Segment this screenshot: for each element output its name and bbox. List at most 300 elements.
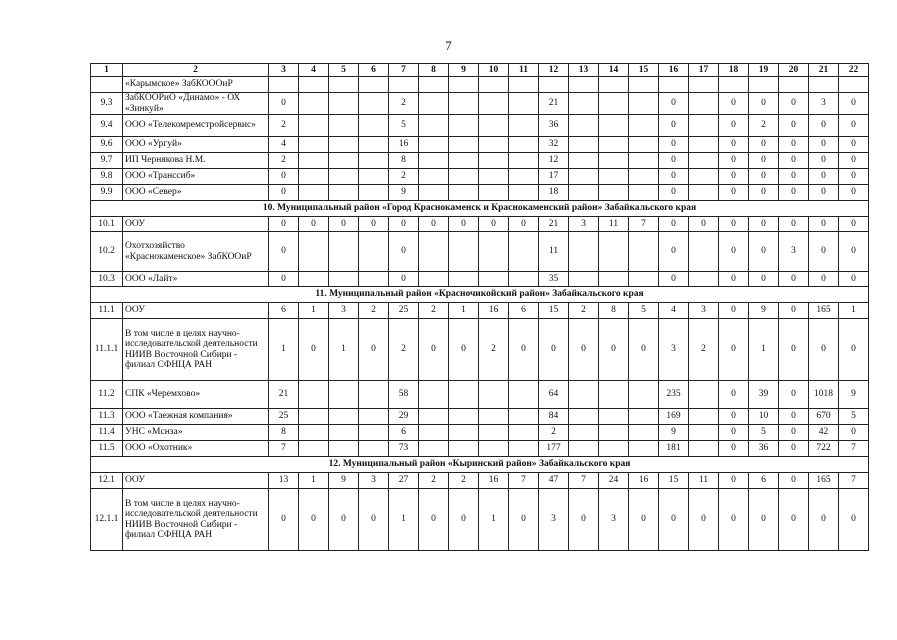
section-header-row [91, 287, 869, 303]
value-cell [329, 77, 359, 93]
value-cell [299, 381, 329, 409]
value-cell: 0 [779, 441, 809, 457]
section-title: 10. Муниципальный район «Город Краснокаменск и Краснокаменский район» Забайкальского края [91, 201, 869, 217]
value-cell [599, 381, 629, 409]
value-cell: 0 [659, 272, 689, 287]
value-cell: 6 [749, 473, 779, 489]
entity-name-cell: ООУ [123, 217, 269, 232]
value-cell: 18 [539, 185, 569, 201]
value-cell: 0 [269, 217, 299, 232]
value-cell [419, 232, 449, 272]
value-cell: 21 [539, 217, 569, 232]
value-cell [479, 381, 509, 409]
entity-name-cell: СПК «Черемхово» [123, 381, 269, 409]
value-cell: 3 [659, 319, 689, 381]
value-cell [359, 381, 389, 409]
column-header: 17 [689, 64, 719, 77]
value-cell: 0 [809, 153, 839, 169]
value-cell: 0 [839, 137, 869, 153]
column-header: 6 [359, 64, 389, 77]
value-cell: 0 [719, 319, 749, 381]
column-header: 1 [91, 64, 123, 77]
value-cell: 0 [779, 93, 809, 115]
value-cell: 0 [269, 93, 299, 115]
value-cell: 2 [569, 303, 599, 319]
row-number-cell [91, 77, 123, 93]
row-number-cell: 9.8 [91, 169, 123, 185]
value-cell: 0 [659, 217, 689, 232]
value-cell: 0 [419, 217, 449, 232]
value-cell [629, 441, 659, 457]
value-cell: 0 [809, 272, 839, 287]
table-row [91, 169, 869, 185]
value-cell [449, 137, 479, 153]
value-cell [689, 137, 719, 153]
value-cell: 0 [839, 232, 869, 272]
entity-name-cell: ООО «Охотник» [123, 441, 269, 457]
value-cell [479, 169, 509, 185]
value-cell: 64 [539, 381, 569, 409]
value-cell: 36 [749, 441, 779, 457]
value-cell: 8 [269, 425, 299, 441]
value-cell [629, 381, 659, 409]
value-cell: 0 [629, 489, 659, 551]
value-cell: 0 [839, 115, 869, 137]
value-cell [359, 425, 389, 441]
value-cell: 47 [539, 473, 569, 489]
value-cell: 2 [419, 303, 449, 319]
value-cell: 0 [719, 93, 749, 115]
value-cell: 0 [269, 232, 299, 272]
value-cell [419, 425, 449, 441]
value-cell: 165 [809, 473, 839, 489]
value-cell: 0 [779, 473, 809, 489]
entity-name-cell: ООО «Север» [123, 185, 269, 201]
value-cell: 42 [809, 425, 839, 441]
value-cell [509, 153, 539, 169]
value-cell: 0 [659, 185, 689, 201]
value-cell [329, 153, 359, 169]
value-cell: 7 [509, 473, 539, 489]
value-cell [599, 232, 629, 272]
row-number-cell: 9.6 [91, 137, 123, 153]
value-cell: 0 [419, 319, 449, 381]
value-cell [689, 93, 719, 115]
value-cell: 21 [269, 381, 299, 409]
value-cell [359, 185, 389, 201]
value-cell: 5 [629, 303, 659, 319]
table-row [91, 153, 869, 169]
column-header: 10 [479, 64, 509, 77]
value-cell: 0 [779, 425, 809, 441]
value-cell: 0 [749, 217, 779, 232]
column-header: 16 [659, 64, 689, 77]
value-cell [689, 153, 719, 169]
value-cell [329, 381, 359, 409]
value-cell: 0 [839, 272, 869, 287]
value-cell: 16 [479, 303, 509, 319]
value-cell: 8 [599, 303, 629, 319]
value-cell [299, 185, 329, 201]
value-cell [689, 441, 719, 457]
value-cell: 7 [269, 441, 299, 457]
value-cell: 0 [779, 272, 809, 287]
table-row [91, 473, 869, 489]
value-cell: 2 [539, 425, 569, 441]
value-cell [449, 381, 479, 409]
value-cell [629, 232, 659, 272]
value-cell [329, 93, 359, 115]
value-cell: 2 [389, 93, 419, 115]
entity-name-cell: Охотхозяйство «Краснокаменское» ЗабКООиР [123, 232, 269, 272]
value-cell: 5 [389, 115, 419, 137]
table-header-row [91, 64, 869, 77]
value-cell: 21 [539, 93, 569, 115]
value-cell [569, 409, 599, 425]
value-cell [629, 425, 659, 441]
value-cell [359, 232, 389, 272]
value-cell: 0 [779, 153, 809, 169]
value-cell: 0 [719, 303, 749, 319]
value-cell: 15 [659, 473, 689, 489]
value-cell: 0 [479, 217, 509, 232]
value-cell: 1 [389, 489, 419, 551]
value-cell [299, 272, 329, 287]
table-row [91, 441, 869, 457]
value-cell: 0 [719, 489, 749, 551]
table-row [91, 137, 869, 153]
value-cell: 8 [389, 153, 419, 169]
value-cell: 9 [749, 303, 779, 319]
value-cell: 0 [689, 217, 719, 232]
value-cell [299, 425, 329, 441]
value-cell [449, 93, 479, 115]
column-header: 19 [749, 64, 779, 77]
value-cell [329, 185, 359, 201]
value-cell: 0 [659, 489, 689, 551]
entity-name-cell: В том числе в целях научно-исследовательской деятельности НИИВ Восточной Сибири - филиал СФНЦА РАН [123, 319, 269, 381]
value-cell: 16 [479, 473, 509, 489]
value-cell: 35 [539, 272, 569, 287]
value-cell: 1 [839, 303, 869, 319]
value-cell: 3 [599, 489, 629, 551]
section-header-row [91, 457, 869, 473]
row-number-cell: 11.1.1 [91, 319, 123, 381]
value-cell: 670 [809, 409, 839, 425]
value-cell: 12 [539, 153, 569, 169]
value-cell [509, 169, 539, 185]
value-cell: 0 [329, 489, 359, 551]
value-cell [839, 77, 869, 93]
value-cell [719, 77, 749, 93]
value-cell: 9 [329, 473, 359, 489]
value-cell [419, 137, 449, 153]
value-cell [359, 409, 389, 425]
value-cell: 1 [749, 319, 779, 381]
value-cell [479, 425, 509, 441]
value-cell: 4 [659, 303, 689, 319]
value-cell [479, 441, 509, 457]
value-cell: 0 [659, 137, 689, 153]
value-cell: 0 [719, 137, 749, 153]
value-cell: 0 [839, 319, 869, 381]
value-cell [509, 185, 539, 201]
value-cell: 27 [389, 473, 419, 489]
value-cell: 9 [389, 185, 419, 201]
entity-name-cell: ООУ [123, 473, 269, 489]
value-cell: 0 [749, 489, 779, 551]
value-cell [629, 409, 659, 425]
value-cell [659, 77, 689, 93]
value-cell [359, 77, 389, 93]
value-cell: 3 [779, 232, 809, 272]
value-cell [599, 137, 629, 153]
value-cell [479, 409, 509, 425]
value-cell: 9 [659, 425, 689, 441]
value-cell [479, 153, 509, 169]
entity-name-cell: ООО «Ургуй» [123, 137, 269, 153]
value-cell [299, 77, 329, 93]
column-header: 14 [599, 64, 629, 77]
value-cell [329, 137, 359, 153]
value-cell: 29 [389, 409, 419, 425]
value-cell [629, 93, 659, 115]
value-cell: 0 [779, 489, 809, 551]
value-cell: 722 [809, 441, 839, 457]
value-cell: 1018 [809, 381, 839, 409]
column-header: 4 [299, 64, 329, 77]
value-cell [569, 381, 599, 409]
value-cell: 169 [659, 409, 689, 425]
value-cell [689, 381, 719, 409]
value-cell: 0 [749, 169, 779, 185]
hunting-data-table [90, 63, 869, 551]
entity-name-cell: ООО «Телекомремстройсервис» [123, 115, 269, 137]
value-cell [629, 272, 659, 287]
value-cell: 0 [749, 137, 779, 153]
value-cell: 0 [719, 409, 749, 425]
table-body [91, 64, 869, 551]
value-cell [449, 425, 479, 441]
value-cell [449, 441, 479, 457]
value-cell [419, 381, 449, 409]
value-cell: 7 [839, 473, 869, 489]
value-cell: 0 [269, 185, 299, 201]
value-cell: 0 [509, 319, 539, 381]
value-cell: 0 [359, 217, 389, 232]
value-cell [479, 185, 509, 201]
row-number-cell: 11.3 [91, 409, 123, 425]
value-cell: 0 [839, 153, 869, 169]
value-cell: 0 [749, 185, 779, 201]
value-cell [359, 153, 389, 169]
value-cell: 0 [629, 319, 659, 381]
value-cell: 0 [719, 425, 749, 441]
value-cell: 0 [839, 169, 869, 185]
value-cell [509, 232, 539, 272]
value-cell [689, 185, 719, 201]
column-header: 18 [719, 64, 749, 77]
value-cell: 3 [689, 303, 719, 319]
value-cell: 3 [809, 93, 839, 115]
value-cell [599, 115, 629, 137]
column-header: 3 [269, 64, 299, 77]
page-number: 7 [445, 38, 452, 53]
section-title: 12. Муниципальный район «Кыринский район» Забайкальского края [91, 457, 869, 473]
value-cell: 0 [719, 232, 749, 272]
entity-name-cell: ООО «Таежная компания» [123, 409, 269, 425]
value-cell: 181 [659, 441, 689, 457]
value-cell: 0 [719, 169, 749, 185]
value-cell [599, 425, 629, 441]
value-cell: 6 [509, 303, 539, 319]
value-cell [449, 77, 479, 93]
value-cell [479, 232, 509, 272]
value-cell: 1 [299, 303, 329, 319]
value-cell [689, 409, 719, 425]
value-cell: 0 [509, 489, 539, 551]
value-cell: 73 [389, 441, 419, 457]
column-header: 13 [569, 64, 599, 77]
value-cell [629, 137, 659, 153]
column-header: 9 [449, 64, 479, 77]
value-cell [329, 272, 359, 287]
row-number-cell: 11.2 [91, 381, 123, 409]
value-cell [569, 93, 599, 115]
column-header: 2 [123, 64, 269, 77]
value-cell: 16 [389, 137, 419, 153]
entity-name-cell: ЗабКООРиО «Динамо» - ОХ «Зинкуй» [123, 93, 269, 115]
value-cell: 0 [719, 185, 749, 201]
value-cell: 0 [659, 115, 689, 137]
value-cell [359, 137, 389, 153]
value-cell [509, 137, 539, 153]
value-cell: 2 [689, 319, 719, 381]
value-cell: 6 [389, 425, 419, 441]
table-row [91, 409, 869, 425]
value-cell: 0 [839, 185, 869, 201]
value-cell: 0 [359, 489, 389, 551]
value-cell: 25 [269, 409, 299, 425]
value-cell: 11 [599, 217, 629, 232]
value-cell: 0 [719, 381, 749, 409]
value-cell: 0 [839, 425, 869, 441]
value-cell: 0 [719, 115, 749, 137]
value-cell [569, 137, 599, 153]
value-cell: 0 [779, 185, 809, 201]
value-cell [629, 153, 659, 169]
value-cell [269, 77, 299, 93]
value-cell [509, 77, 539, 93]
row-number-cell: 11.1 [91, 303, 123, 319]
value-cell [419, 169, 449, 185]
value-cell: 0 [569, 489, 599, 551]
value-cell: 0 [719, 441, 749, 457]
value-cell: 11 [689, 473, 719, 489]
section-title: 11. Муниципальный район «Красночикойский район» Забайкальского края [91, 287, 869, 303]
entity-name-cell: В том числе в целях научно-исследовательской деятельности НИИВ Восточной Сибири - филиал СФНЦА РАН [123, 489, 269, 551]
value-cell [629, 115, 659, 137]
value-cell [449, 409, 479, 425]
value-cell [599, 93, 629, 115]
value-cell [479, 115, 509, 137]
value-cell: 39 [749, 381, 779, 409]
value-cell: 0 [839, 217, 869, 232]
value-cell: 4 [269, 137, 299, 153]
value-cell [689, 272, 719, 287]
value-cell [779, 77, 809, 93]
value-cell: 0 [719, 153, 749, 169]
value-cell: 36 [539, 115, 569, 137]
table-row [91, 303, 869, 319]
value-cell [479, 272, 509, 287]
value-cell: 0 [389, 217, 419, 232]
value-cell: 17 [539, 169, 569, 185]
value-cell: 0 [389, 272, 419, 287]
value-cell [509, 272, 539, 287]
row-number-cell: 9.4 [91, 115, 123, 137]
value-cell: 0 [299, 489, 329, 551]
value-cell: 84 [539, 409, 569, 425]
value-cell: 1 [479, 489, 509, 551]
table-row [91, 425, 869, 441]
value-cell [599, 272, 629, 287]
table-row [91, 319, 869, 381]
value-cell: 2 [449, 473, 479, 489]
value-cell [419, 93, 449, 115]
value-cell [299, 115, 329, 137]
value-cell: 15 [539, 303, 569, 319]
value-cell [509, 93, 539, 115]
value-cell: 9 [839, 381, 869, 409]
table-row [91, 115, 869, 137]
value-cell: 165 [809, 303, 839, 319]
entity-name-cell: «Карымское» ЗабКОООиР [123, 77, 269, 93]
value-cell: 11 [539, 232, 569, 272]
value-cell [599, 169, 629, 185]
table-row [91, 185, 869, 201]
value-cell [629, 185, 659, 201]
value-cell: 24 [599, 473, 629, 489]
value-cell: 0 [719, 473, 749, 489]
row-number-cell: 12.1.1 [91, 489, 123, 551]
value-cell: 235 [659, 381, 689, 409]
column-header: 8 [419, 64, 449, 77]
value-cell: 0 [419, 489, 449, 551]
value-cell [359, 169, 389, 185]
value-cell [419, 441, 449, 457]
value-cell: 0 [779, 137, 809, 153]
value-cell [689, 169, 719, 185]
value-cell [449, 115, 479, 137]
value-cell [299, 93, 329, 115]
value-cell: 2 [389, 319, 419, 381]
value-cell: 7 [629, 217, 659, 232]
row-number-cell: 10.1 [91, 217, 123, 232]
value-cell [419, 185, 449, 201]
value-cell: 1 [449, 303, 479, 319]
value-cell: 7 [569, 473, 599, 489]
value-cell [329, 425, 359, 441]
value-cell [359, 93, 389, 115]
column-header: 5 [329, 64, 359, 77]
value-cell [419, 153, 449, 169]
column-header: 20 [779, 64, 809, 77]
value-cell: 0 [359, 319, 389, 381]
value-cell [419, 115, 449, 137]
column-header: 15 [629, 64, 659, 77]
value-cell: 0 [659, 169, 689, 185]
